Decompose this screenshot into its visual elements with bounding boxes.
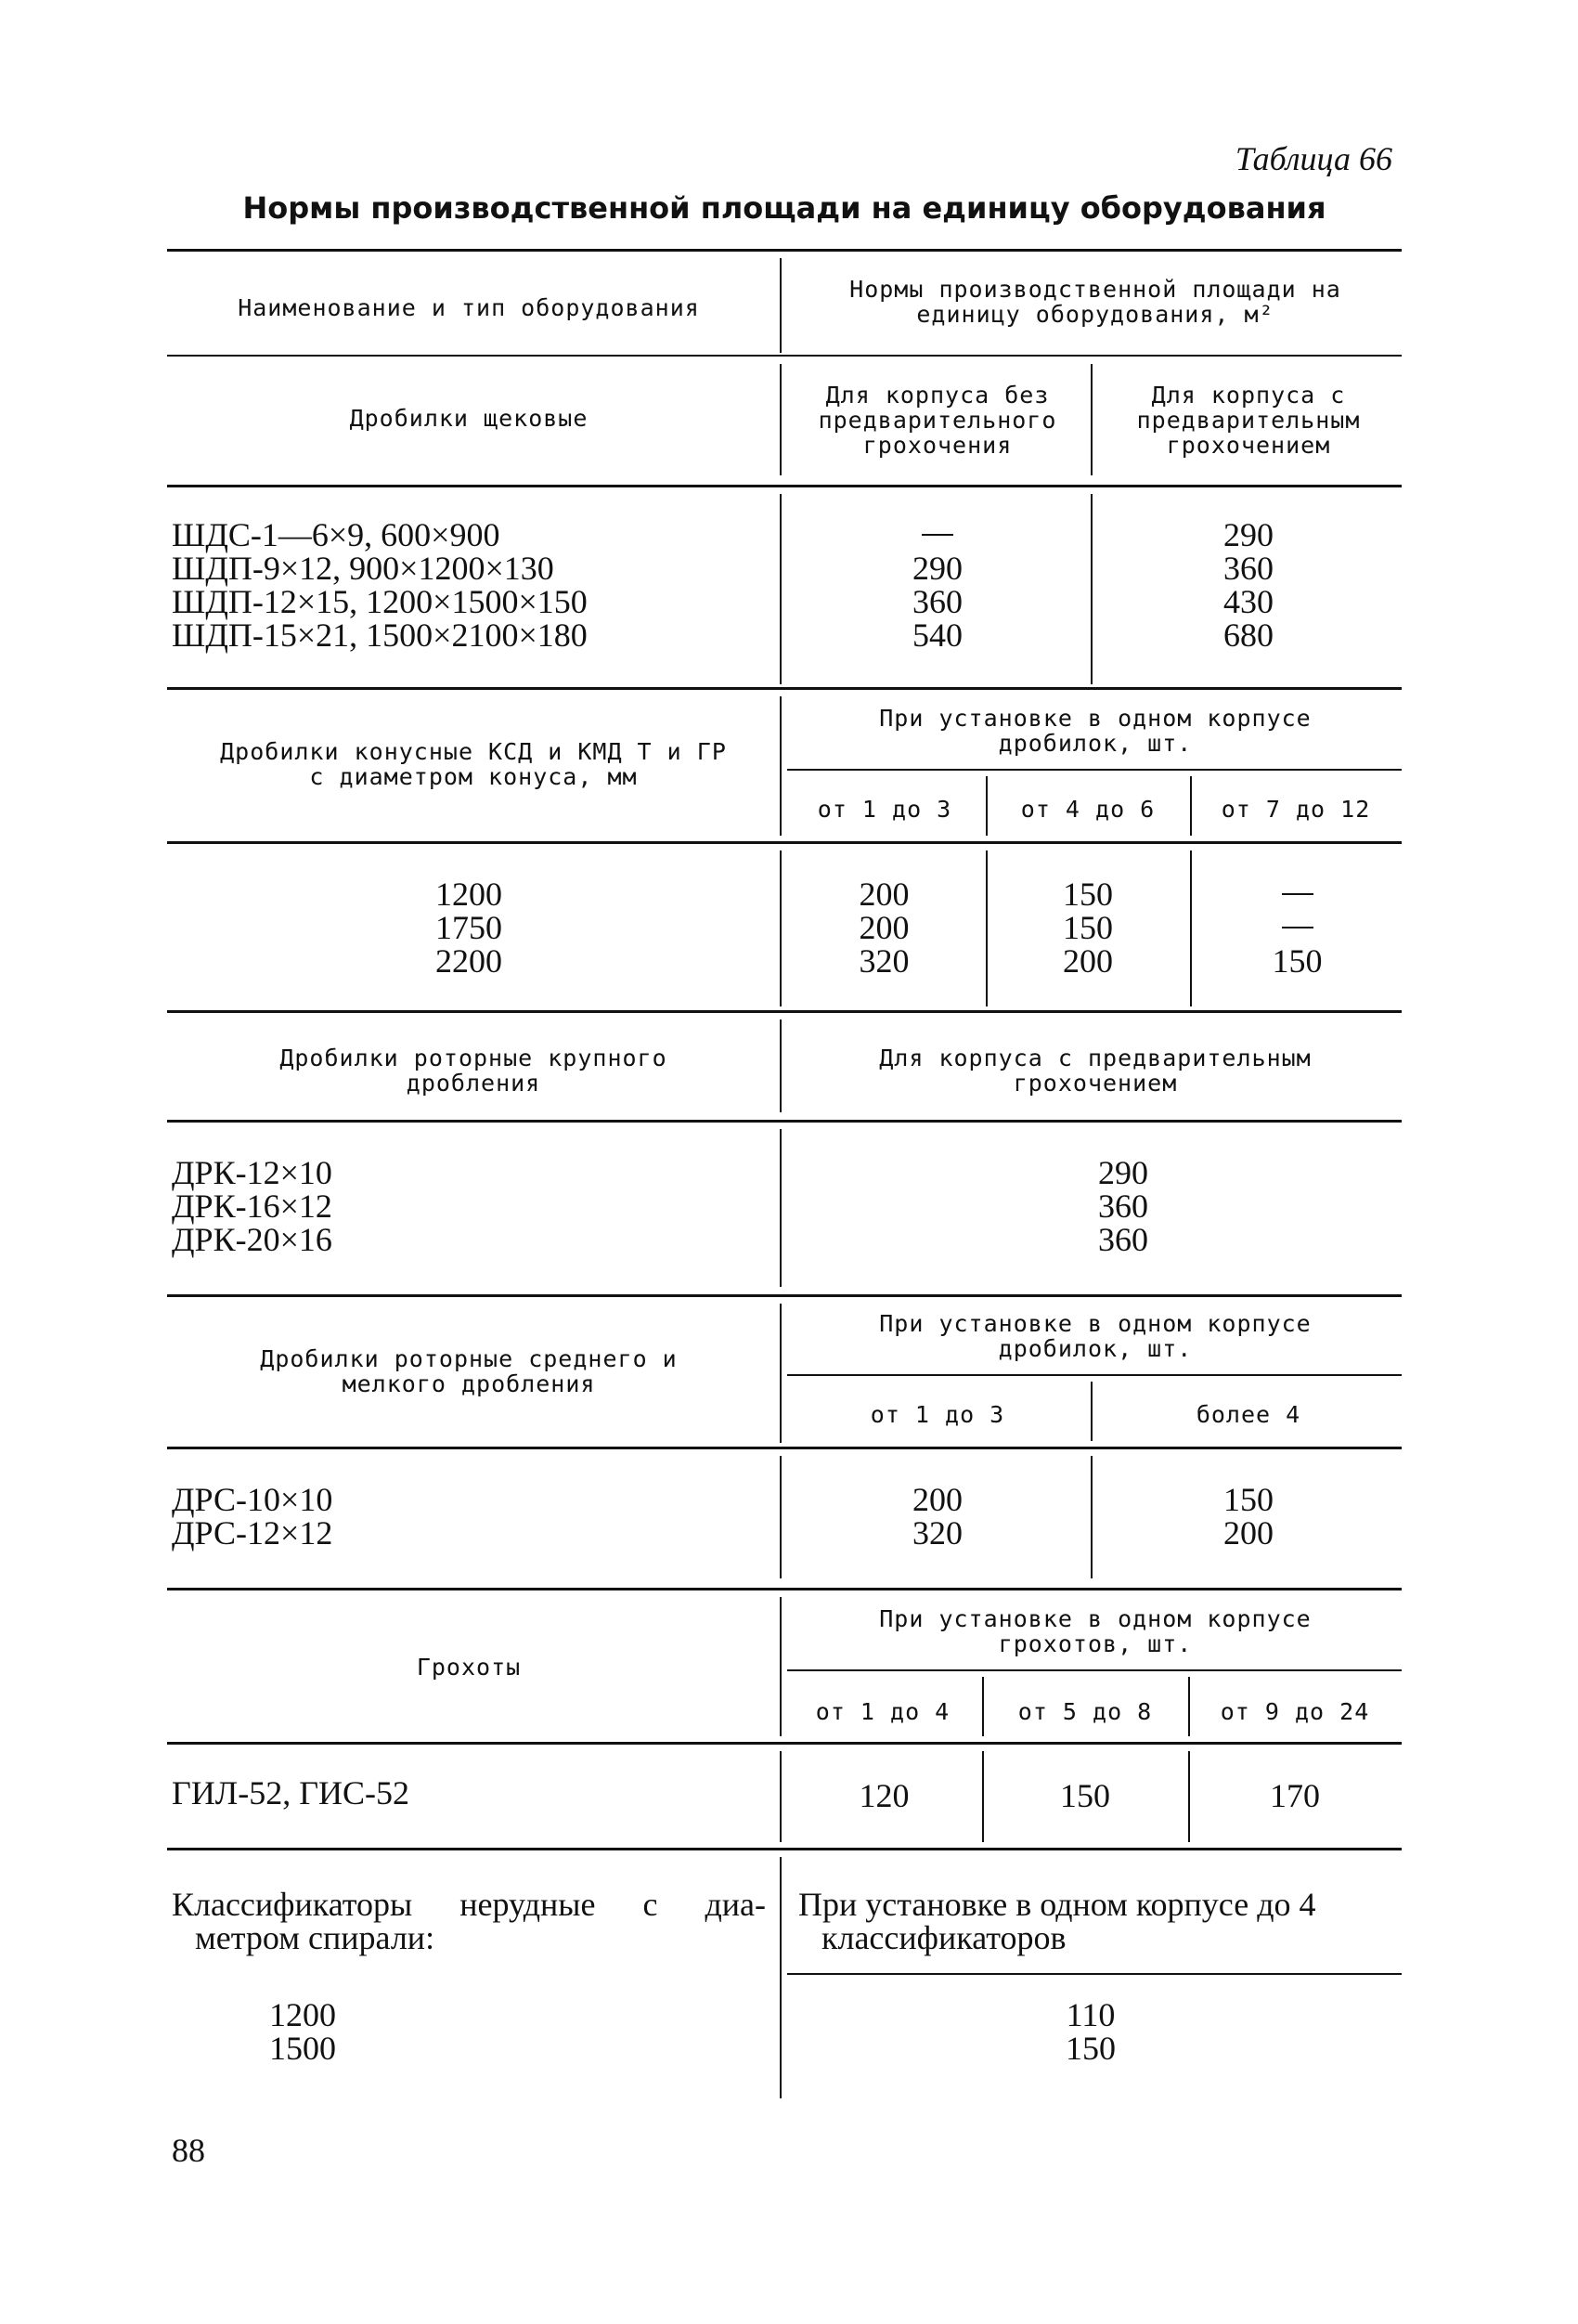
column-divider (1091, 364, 1093, 475)
rotor-medium-col-1: от 1 до 3 (870, 1401, 1005, 1428)
table-cell: 150 (1272, 942, 1323, 980)
table-cell: ДРК-20×16 (172, 1221, 332, 1258)
rotor-medium-col-2: более 4 (1196, 1401, 1301, 1428)
screens-group: При установке в одном корпусе грохотов, шт. (879, 1605, 1312, 1657)
classifiers-title-line-1: Классификаторы нерудные с диа- (172, 1886, 766, 1923)
dash-mark (1282, 893, 1313, 895)
rotor-medium-group: При установке в одном корпусе дробилок, шт. (879, 1310, 1312, 1362)
jaw-names (172, 518, 766, 652)
column-divider (1188, 1677, 1190, 1736)
table-cell: 200 (912, 1481, 963, 1518)
cone-names (353, 877, 585, 978)
jaw-section-title: Дробилки щековые (349, 405, 589, 432)
rotor-large-title: Дробилки роторные крупного дробления (279, 1045, 667, 1097)
table-cell (789, 518, 1086, 552)
table-cell: 680 (1223, 617, 1274, 654)
page-number: 88 (172, 2132, 205, 2169)
rule (167, 1588, 1402, 1590)
column-divider (982, 1751, 984, 1842)
column-divider (780, 1019, 782, 1112)
table-cell (1197, 911, 1397, 944)
rotor-large-names (172, 1156, 766, 1256)
table-cell: 1500 (269, 2030, 336, 2067)
screens-value-1: 120 (859, 1777, 910, 1814)
cone-col-3: от 7 до 12 (1221, 796, 1371, 823)
table-cell: 1750 (435, 909, 502, 946)
table-cell: 430 (1223, 583, 1274, 620)
column-header-name: Наименование и тип оборудования (238, 294, 700, 321)
table-cell: 150 (1066, 2030, 1116, 2067)
jaw-col-2: Для корпуса с предварительным грохочением (1136, 382, 1361, 459)
rule (167, 687, 1402, 690)
classifiers-values (984, 1998, 1197, 2065)
rule (167, 1848, 1402, 1850)
jaw-values-2 (1100, 518, 1397, 652)
column-divider (780, 1129, 782, 1287)
dash-mark (922, 534, 953, 536)
screens-value-2: 150 (1060, 1777, 1110, 1814)
table-cell: 150 (1063, 909, 1113, 946)
column-divider (780, 1751, 782, 1842)
table-cell: ДРС-10×10 (172, 1481, 333, 1518)
table-cell: ШДС-1—6×9, 600×900 (172, 516, 500, 553)
column-divider (1091, 1382, 1093, 1441)
table-cell: 200 (859, 876, 910, 913)
jaw-col-1: Для корпуса без предварительного грохочения (818, 382, 1057, 459)
cone-section-title: Дробилки конусные КСД и КМД Т и ГР с диаметром конуса, мм (220, 738, 727, 790)
rotor-medium-values-1 (789, 1483, 1086, 1550)
table-cell: 360 (1223, 550, 1274, 587)
column-header-norms: Нормы производственной площади на единицу оборудования, м² (849, 276, 1341, 328)
table-cell: ДРК-12×10 (172, 1154, 332, 1191)
table-cell: 290 (912, 550, 963, 587)
column-divider (1190, 776, 1192, 836)
cone-values-1 (789, 877, 979, 978)
table-cell: 540 (912, 617, 963, 654)
rule (167, 1742, 1402, 1745)
column-divider (780, 1857, 782, 2098)
screens-col-1: от 1 до 4 (815, 1698, 951, 1725)
table-cell: 2200 (435, 942, 502, 980)
cone-col-2: от 4 до 6 (1020, 796, 1156, 823)
table-cell: 320 (912, 1514, 963, 1551)
table-cell: 360 (912, 583, 963, 620)
rotor-medium-names (172, 1483, 766, 1550)
rule (167, 355, 1402, 357)
table-cell: 110 (1066, 1996, 1116, 2033)
column-divider (1188, 1751, 1190, 1842)
rotor-medium-values-2 (1100, 1483, 1397, 1550)
table-cell: 200 (1223, 1514, 1274, 1551)
table-cell: 320 (859, 942, 910, 980)
table-cell: 200 (859, 909, 910, 946)
table-cell: 150 (1223, 1481, 1274, 1518)
jaw-values-1 (789, 518, 1086, 652)
table-cell: ДРК-16×12 (172, 1188, 332, 1225)
screens-title: Грохоты (416, 1654, 522, 1681)
column-divider (780, 494, 782, 684)
table-number: Таблица 66 (1235, 140, 1392, 177)
rotor-large-col: Для корпуса с предварительным грохочением (879, 1045, 1312, 1097)
classifiers-title-line-2: метром спирали: (195, 1919, 435, 1956)
rotor-medium-title: Дробилки роторные среднего и мелкого дробления (260, 1345, 678, 1397)
screens-value-3: 170 (1270, 1777, 1320, 1814)
cone-col-1: от 1 до 3 (817, 796, 952, 823)
rotor-large-values (984, 1156, 1262, 1256)
table-cell (1197, 877, 1397, 911)
table-cell: 150 (1063, 876, 1113, 913)
table-cell: 290 (1098, 1154, 1148, 1191)
classifiers-names (269, 1998, 455, 2065)
column-divider (780, 696, 782, 836)
dash-mark (1282, 927, 1313, 928)
cone-values-2 (991, 877, 1184, 978)
screens-col-2: от 5 до 8 (1017, 1698, 1153, 1725)
column-divider (780, 1597, 782, 1736)
rule (167, 841, 1402, 844)
table-title: Нормы производственной площади на единицу оборудования (242, 190, 1326, 226)
table-cell: ДРС-12×12 (172, 1514, 333, 1551)
rule (167, 485, 1402, 487)
table-cell: 360 (1098, 1221, 1148, 1258)
classifiers-col: При установке в одном корпусе до 4 классификаторов (798, 1886, 1316, 1956)
rule (167, 249, 1402, 252)
rule (787, 769, 1402, 771)
column-divider (780, 1304, 782, 1443)
table-cell: 200 (1063, 942, 1113, 980)
rule (167, 1447, 1402, 1449)
rule (787, 1973, 1402, 1975)
column-divider (780, 258, 782, 353)
column-divider (1190, 850, 1192, 1006)
column-divider (986, 850, 988, 1006)
column-divider (982, 1677, 984, 1736)
rule (167, 1120, 1402, 1123)
rule (167, 1010, 1402, 1013)
column-divider (780, 850, 782, 1006)
table-cell: 290 (1223, 516, 1274, 553)
column-divider (1091, 1456, 1093, 1578)
table-cell: 1200 (435, 876, 502, 913)
table-cell: ШДП-9×12, 900×1200×130 (172, 550, 554, 587)
column-divider (1091, 494, 1093, 684)
table-cell: ШДП-15×21, 1500×2100×180 (172, 617, 588, 654)
table-cell: 1200 (269, 1996, 336, 2033)
column-divider (780, 1456, 782, 1578)
column-divider (986, 776, 988, 836)
cone-group-header: При установке в одном корпусе дробилок, шт. (879, 705, 1312, 757)
table-cell: 360 (1098, 1188, 1148, 1225)
cone-values-3 (1197, 877, 1397, 978)
screens-name: ГИЛ-52, ГИС-52 (172, 1774, 410, 1811)
rule (167, 1294, 1402, 1297)
table-cell: ШДП-12×15, 1200×1500×150 (172, 583, 588, 620)
rule (787, 1374, 1402, 1376)
column-divider (780, 364, 782, 475)
rule (787, 1669, 1402, 1671)
screens-col-3: от 9 до 24 (1220, 1698, 1370, 1725)
